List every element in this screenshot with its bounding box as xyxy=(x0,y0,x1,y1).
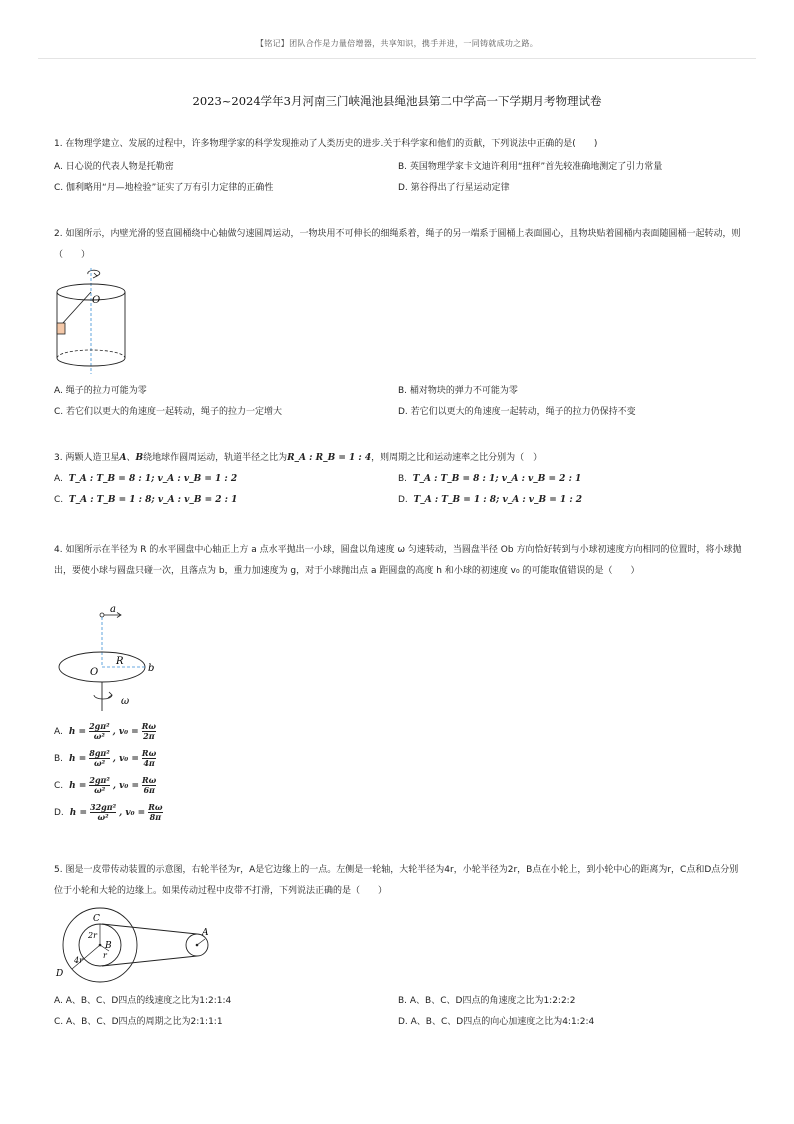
q1-option-a[interactable]: A. 日心说的代表人物是托勒密 xyxy=(54,162,174,172)
fig-label-r: R xyxy=(116,656,124,667)
header-divider xyxy=(38,58,756,59)
fig-label-4r: 4r xyxy=(74,956,83,965)
fig-label-a: A xyxy=(202,928,209,938)
rotating-cylinder-figure xyxy=(52,266,132,376)
fig-label-b: b xyxy=(148,663,155,674)
question-2-stem: 2. 如图所示，内壁光滑的竖直圆桶绕中心轴做匀速圆周运动，一物块用不可伸长的细绳系着，绳子的另一端系于圆桶上表面圆心，且物块贴着圆桶内表面随圆桶一起转动，则（ ） xyxy=(54,229,741,260)
q5-option-a[interactable]: A. A、B、C、D四点的线速度之比为1:2:1:4 xyxy=(54,996,232,1006)
q4-option-d[interactable]: D. h = $\frac{\text{32gπ²}}{\text{ω²}}$ , v₀ = $\frac{R\omega}{8\pi}$ xyxy=(54,802,163,822)
q4-option-b[interactable]: B. h = $\frac{\text{8gπ²}}{\text{ω²}}$ , v₀ = $\frac{R\omega}{4\pi}$ xyxy=(54,748,157,768)
question-1-stem: 1. 在物理学建立、发展的过程中，许多物理学家的科学发现推动了人类历史的进步.关于科学家和他们的贡献，下列说法中正确的是( ) xyxy=(54,139,598,149)
q2-option-c[interactable]: C. 若它们以更大的角速度一起转动，绳子的拉力一定增大 xyxy=(54,407,283,417)
q3-option-c[interactable]: C. T_A : T_B = 1 : 8; v_A : v_B = 2 : 1 xyxy=(54,495,238,505)
fig-label-a: a xyxy=(110,604,116,615)
fig-label-omega: ω xyxy=(121,696,130,707)
q2-option-a[interactable]: A. 绳子的拉力可能为零 xyxy=(54,386,147,396)
question-4-stem: 4. 如图所示在半径为 R 的水平圆盘中心轴正上方 a 点水平抛出一小球，圆盘以角速度 ω 匀速转动，当圆盘半径 Ob 方向恰好转到与小球初速度方向相同的位置时，将小球抛出，要使小球与圆盘只碰一次，且落点为 b，重力加速度为 g，对于小球抛出点 a 距圆盘的高度 h 和小球的初速度 v₀ 的可能取值错误的是（ ） xyxy=(54,545,742,576)
fig-label-o: O xyxy=(92,295,101,306)
q1-option-c[interactable]: C. 伽利略用“月—地检验”证实了万有引力定律的正确性 xyxy=(54,183,274,193)
fig-label-r: r xyxy=(103,951,107,960)
header-banner: 【铭记】团队合作是力量倍增器，共享知识，携手并进，一同铸就成功之路。 xyxy=(255,39,539,48)
q3-option-a[interactable]: A. T_A : T_B = 8 : 1; v_A : v_B = 1 : 2 xyxy=(54,474,238,484)
radius-ratio: R_A : R_B = 1 : 4 xyxy=(287,453,372,463)
q4-option-a[interactable]: A. h = $\frac{\text{2gπ²}}{\text{ω²}}$ , v₀ = $\frac{R\omega}{2\pi}$ xyxy=(54,721,156,741)
q2-option-b[interactable]: B. 桶对物块的弹力不可能为零 xyxy=(398,386,518,396)
question-5-stem: 5. 图是一皮带传动装置的示意图，右轮半径为r，A是它边缘上的一点。左侧是一轮轴，大轮半径为4r，小轮半径为2r，B点在小轮上，到小轮中心的距离为r，C点和D点分别位于小轮和大轮的边缘上。如果传动过程中皮带不打滑，下列说法正确的是（ ） xyxy=(54,865,739,896)
q5-option-b[interactable]: B. A、B、C、D四点的角速度之比为1:2:2:2 xyxy=(398,996,576,1006)
fig-label-c: C xyxy=(93,914,100,924)
fig-label-2r: 2r xyxy=(88,931,97,940)
page-title: 2023~2024学年3月河南三门峡渑池县绳池县第二中学高一下学期月考物理试卷 xyxy=(192,94,602,108)
q1-option-d[interactable]: D. 第谷得出了行星运动定律 xyxy=(398,183,510,193)
q2-option-d[interactable]: D. 若它们以更大的角速度一起转动，绳子的拉力仍保持不变 xyxy=(398,407,636,417)
q3-option-b[interactable]: B. T_A : T_B = 8 : 1; v_A : v_B = 2 : 1 xyxy=(398,474,582,484)
rotating-disk-figure xyxy=(54,603,169,713)
question-3-stem: 3. 两颗人造卫星A、B绕地球作圆周运动，轨道半径之比为R_A : R_B = 1 : 4，则周期之比和运动速率之比分别为（ ） xyxy=(54,453,543,463)
fig-label-o: O xyxy=(90,667,99,678)
fig-label-d: D xyxy=(56,969,64,979)
q5-option-c[interactable]: C. A、B、C、D四点的周期之比为2:1:1:1 xyxy=(54,1017,223,1027)
q5-option-d[interactable]: D. A、B、C、D四点的向心加速度之比为4:1:2:4 xyxy=(398,1017,595,1027)
belt-drive-figure xyxy=(54,906,214,984)
q3-option-d[interactable]: D. T_A : T_B = 1 : 8; v_A : v_B = 1 : 2 xyxy=(398,495,583,505)
fig-label-b: B xyxy=(105,941,112,951)
q1-option-b[interactable]: B. 英国物理学家卡文迪许利用“扭秤”首先较准确地测定了引力常量 xyxy=(398,162,663,172)
q4-option-c[interactable]: C. h = $\frac{\text{2gπ²}}{\text{ω²}}$ , v₀ = $\frac{R\omega}{6\pi}$ xyxy=(54,775,157,795)
